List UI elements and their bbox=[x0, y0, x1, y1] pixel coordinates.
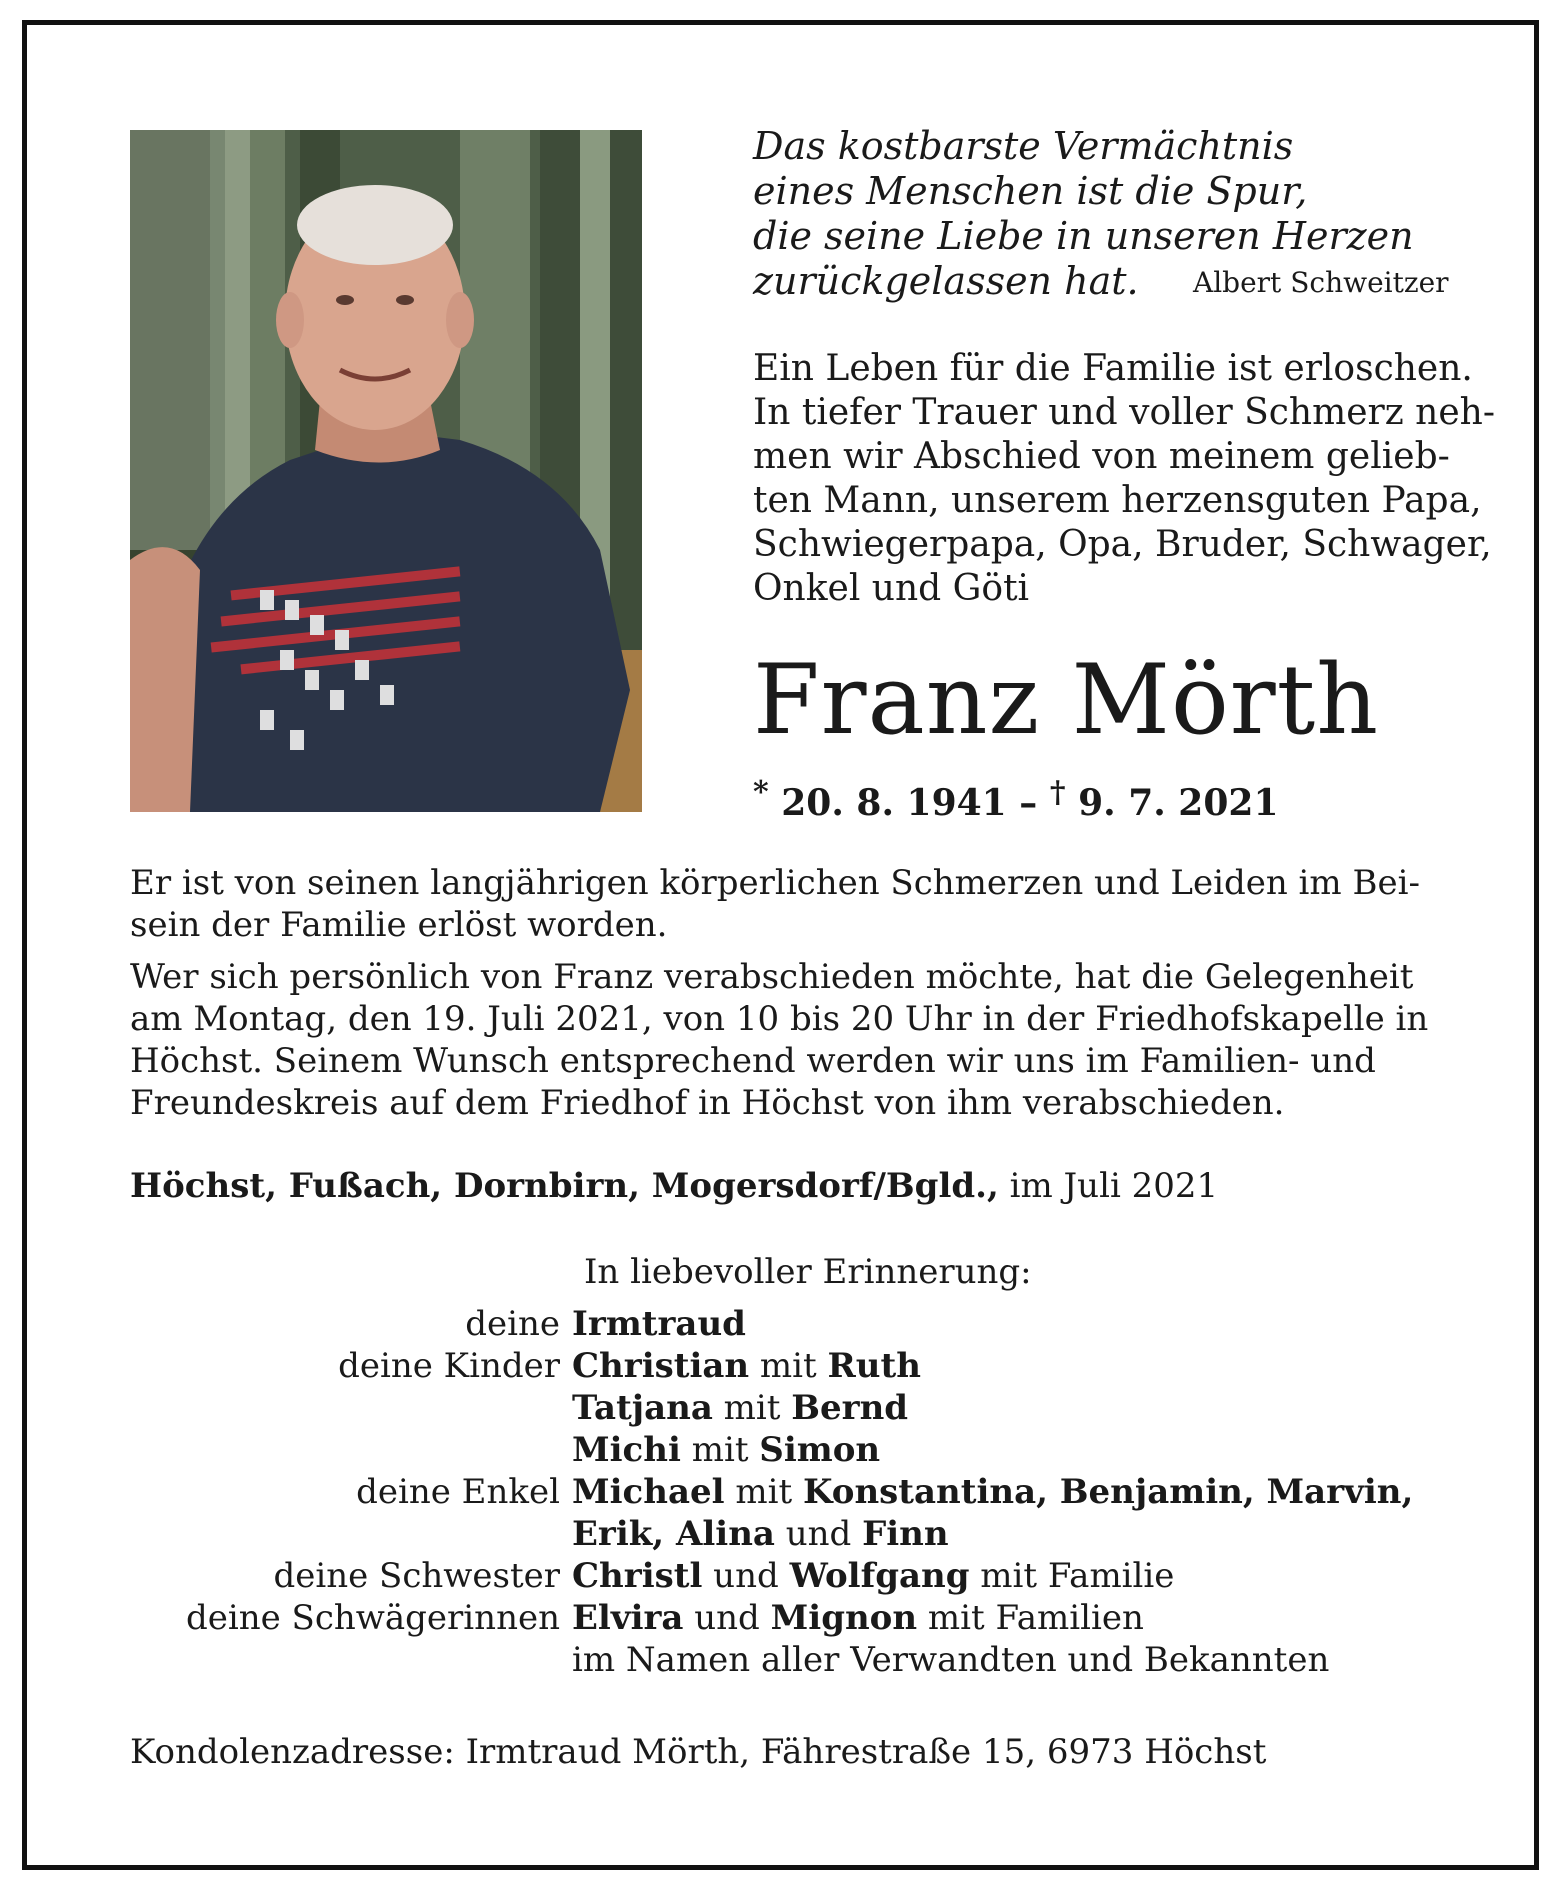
family-name: Mignon bbox=[770, 1598, 918, 1638]
intro-line: Onkel und Göti bbox=[753, 568, 1030, 609]
family-name: Christl bbox=[572, 1556, 703, 1596]
family-row bbox=[130, 1387, 1440, 1429]
intro-line: In tiefer Trauer und voller Schmerz neh- bbox=[753, 392, 1496, 433]
body-paragraph bbox=[130, 956, 1436, 1124]
family-name: Elvira bbox=[572, 1598, 684, 1638]
intro-line: Schwiegerpapa, Opa, Bruder, Schwager, bbox=[753, 524, 1492, 565]
family-names bbox=[572, 1471, 1440, 1513]
relation-label: deine Kinder bbox=[338, 1346, 560, 1386]
relation-label: deine Enkel bbox=[356, 1472, 560, 1512]
family-row bbox=[130, 1555, 1440, 1597]
family-row bbox=[130, 1345, 1440, 1387]
connector: und bbox=[683, 1598, 771, 1638]
connector: und bbox=[702, 1556, 790, 1596]
family-names bbox=[572, 1555, 1440, 1597]
family-row bbox=[130, 1303, 1440, 1345]
relation-label bbox=[130, 1429, 572, 1471]
body-line: Er ist von seinen langjährigen körperlichen Schmerzen und Leiden im Bei- bbox=[130, 863, 1420, 903]
family-name: Ruth bbox=[827, 1346, 921, 1386]
family-name: Erik, Alina bbox=[572, 1514, 775, 1554]
connector: mit bbox=[680, 1430, 760, 1470]
relation-label: deine Schwester bbox=[273, 1556, 560, 1596]
condolence-address: Kondolenzadresse: Irmtraud Mörth, Fährestraße 15, 6973 Höchst bbox=[130, 1732, 1267, 1772]
family-name: Finn bbox=[862, 1514, 949, 1554]
family-names bbox=[572, 1513, 1440, 1555]
relation-label bbox=[130, 1513, 572, 1555]
places-and-date bbox=[130, 1166, 1218, 1206]
quote-block bbox=[753, 124, 1453, 304]
memory-heading: In liebevoller Erinnerung: bbox=[584, 1252, 1032, 1292]
family-row bbox=[130, 1597, 1440, 1639]
family-name: Konstantina, Benjamin, Marvin, bbox=[802, 1472, 1414, 1512]
family-list bbox=[130, 1303, 1440, 1681]
family-names bbox=[572, 1429, 1440, 1471]
portrait-photo bbox=[130, 130, 642, 812]
intro-line: Ein Leben für die Familie ist erloschen. bbox=[753, 348, 1473, 389]
connector: mit bbox=[712, 1388, 792, 1428]
family-name: Irmtraud bbox=[572, 1304, 746, 1344]
connector: und bbox=[774, 1514, 863, 1554]
family-row bbox=[130, 1639, 1440, 1681]
body-line: Wer sich persönlich von Franz verabschieden möchte, hat die Gelegenheit bbox=[130, 957, 1414, 997]
family-row bbox=[130, 1429, 1440, 1471]
body-line: Höchst. Seinem Wunsch entsprechend werden wir uns im Familien- und bbox=[130, 1041, 1376, 1081]
family-row bbox=[130, 1471, 1440, 1513]
relation-label: deine bbox=[465, 1304, 560, 1344]
family-names bbox=[572, 1303, 1440, 1345]
portrait-image bbox=[130, 130, 642, 812]
relation-label bbox=[130, 1639, 572, 1681]
family-name: Michi bbox=[572, 1430, 681, 1470]
place-date: im Juli 2021 bbox=[998, 1166, 1219, 1206]
death-symbol: † bbox=[1049, 775, 1066, 810]
deceased-name: Franz Mörth bbox=[753, 644, 1380, 756]
family-name: Christian bbox=[572, 1346, 750, 1386]
family-name: Tatjana bbox=[572, 1388, 713, 1428]
death-date: 9. 7. 2021 bbox=[1078, 782, 1279, 824]
connector: mit Familien bbox=[917, 1598, 1144, 1638]
family-names bbox=[572, 1597, 1440, 1639]
relation-label bbox=[130, 1387, 572, 1429]
intro-line: men wir Abschied von meinem gelieb- bbox=[753, 436, 1450, 477]
quote-line: die seine Liebe in unseren Herzen bbox=[753, 214, 1414, 258]
body-line: sein der Familie erlöst worden. bbox=[130, 905, 668, 945]
closing-line: im Namen aller Verwandten und Bekannten bbox=[572, 1640, 1330, 1680]
relation-label: deine Schwägerinnen bbox=[185, 1598, 560, 1638]
birth-symbol: * bbox=[753, 775, 769, 810]
quote-line: zurückgelassen hat. bbox=[753, 259, 1139, 303]
quote-author: Albert Schweitzer bbox=[1193, 266, 1449, 299]
family-name: Simon bbox=[759, 1430, 881, 1470]
body-paragraph bbox=[130, 862, 1436, 946]
family-names bbox=[572, 1387, 1440, 1429]
family-name: Michael bbox=[572, 1472, 725, 1512]
quote-line: eines Menschen ist die Spur, bbox=[753, 169, 1308, 213]
family-names bbox=[572, 1345, 1440, 1387]
quote-line: Das kostbarste Vermächtnis bbox=[753, 124, 1294, 168]
family-row bbox=[130, 1513, 1440, 1555]
intro-line: ten Mann, unserem herzensguten Papa, bbox=[753, 480, 1482, 521]
connector: mit Familie bbox=[969, 1556, 1175, 1596]
family-name: Wolfgang bbox=[789, 1556, 970, 1596]
body-text bbox=[130, 862, 1436, 1134]
family-name: Bernd bbox=[791, 1388, 909, 1428]
life-dates bbox=[753, 775, 1279, 824]
birth-date: 20. 8. 1941 bbox=[781, 782, 1007, 824]
intro-text bbox=[753, 347, 1496, 611]
connector: mit bbox=[749, 1346, 828, 1386]
places-list: Höchst, Fußach, Dornbirn, Mogersdorf/Bgld., bbox=[130, 1166, 999, 1206]
date-separator: – bbox=[1019, 782, 1038, 824]
body-line: am Montag, den 19. Juli 2021, von 10 bis 20 Uhr in der Friedhofskapelle in bbox=[130, 999, 1429, 1039]
connector: mit bbox=[724, 1472, 803, 1512]
body-line: Freundeskreis auf dem Friedhof in Höchst von ihm verabschieden. bbox=[130, 1083, 1285, 1123]
